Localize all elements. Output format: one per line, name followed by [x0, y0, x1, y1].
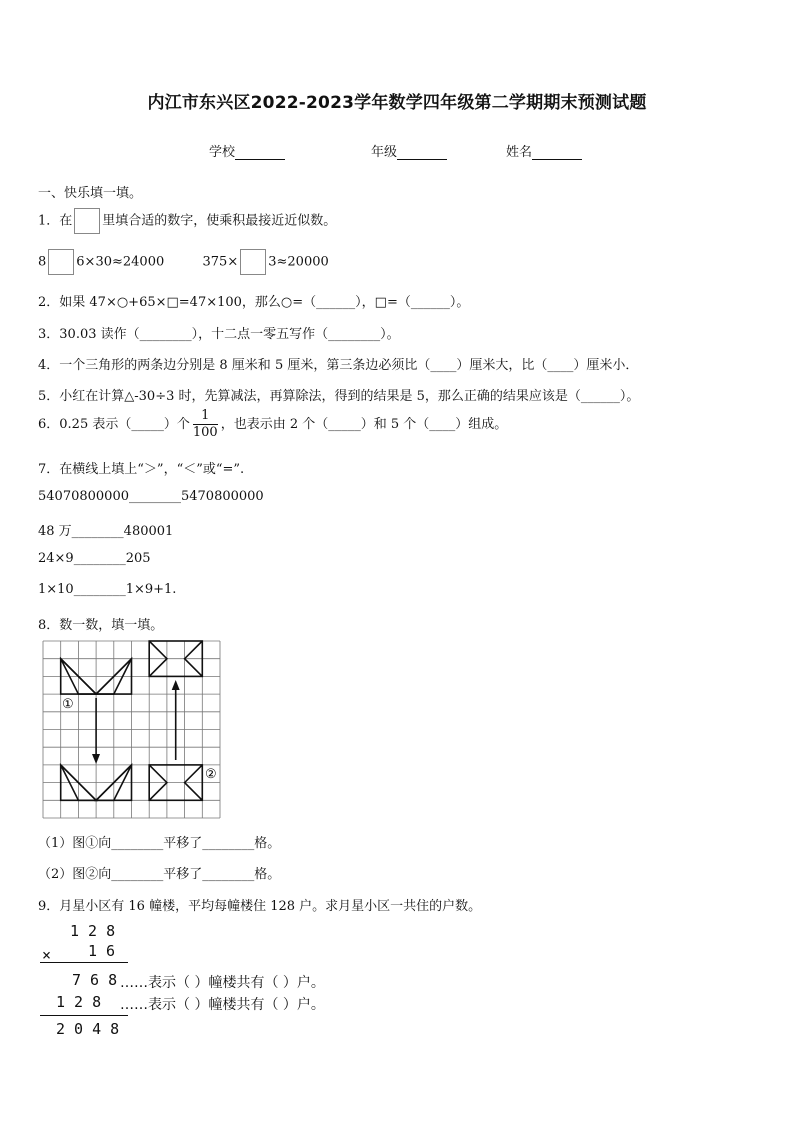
q1a-box[interactable]: [48, 249, 74, 275]
mult-multiplicand: 1 2 8: [70, 922, 116, 940]
q8-sub-1: （1）图①向________平移了________格。: [38, 836, 281, 851]
question-5: 5．小红在计算△-30÷3 时，先算减法，再算除法，得到的结果是 5，那么正确的结果应该是（______）。: [38, 389, 640, 404]
school-field: [209, 141, 285, 160]
q7-row-3: 24×9________205: [38, 551, 151, 566]
q1a-suffix: 6×30≈24000: [76, 254, 165, 270]
mult-rule-2: [40, 1015, 128, 1016]
fraction: [193, 408, 218, 441]
q6-prefix: 6．0.25 表示（_____）个: [38, 417, 190, 432]
question-1: [38, 208, 336, 234]
section-heading: 一、快乐填一填。: [38, 186, 143, 201]
q1-text: 里填合适的数字，使乘积最接近近似数。: [102, 213, 337, 229]
grade-label: 年级: [371, 145, 398, 160]
translation-grid-figure: [42, 640, 222, 820]
question-2: 2．如果 47×○+65×□=47×100，那么○=（______），□=（______）。: [38, 295, 470, 310]
mult-multiplier: 1 6: [88, 942, 116, 960]
grade-field: [371, 141, 447, 160]
mult-note-1: ……表示（ ）幢楼共有（ ）户。: [120, 975, 325, 991]
school-blank[interactable]: [235, 145, 285, 160]
q1a-prefix: 8: [38, 254, 47, 270]
mult-times-sign: ×: [42, 946, 52, 964]
up-arrow: [172, 680, 180, 760]
question-8: 8．数一数，填一填。: [38, 618, 164, 633]
q8-sub-2: （2）图②向________平移了________格。: [38, 867, 281, 882]
q7-row-2: 48 万________480001: [38, 524, 174, 539]
question-9: 9．月星小区有 16 幢楼，平均每幢楼住 128 户。求月星小区一共住的户数。: [38, 899, 482, 914]
school-label: 学校: [209, 145, 236, 160]
name-label: 姓名: [506, 145, 533, 160]
page-title: 内江市东兴区2022-2023学年数学四年级第二学期期末预测试题: [147, 93, 647, 113]
mult-partial-2: 1 2 8: [56, 993, 102, 1011]
question-3: 3．30.03 读作（________），十二点一零五写作（________）。: [38, 327, 400, 342]
question-6: [38, 408, 507, 441]
mult-note-2: ……表示（ ）幢楼共有（ ）户。: [120, 997, 325, 1013]
mult-partial-1: 7 6 8: [72, 971, 118, 989]
q1b-box[interactable]: [240, 249, 266, 275]
q6-suffix: ，也表示由 2 个（_____）和 5 个（____）组成。: [220, 417, 508, 432]
name-field: [506, 141, 582, 160]
question-7: 7．在横线上填上“＞”，“＜”或“=”.: [38, 462, 245, 477]
grade-blank[interactable]: [397, 145, 447, 160]
label-1: ①: [62, 697, 74, 712]
fraction-numerator: 1: [193, 408, 218, 425]
mult-rule-1: [40, 962, 128, 963]
q7-row-1: 54070800000________5470800000: [38, 489, 264, 504]
down-arrow: [92, 698, 100, 764]
label-2: ②: [205, 767, 217, 782]
q1b-prefix: 375×: [202, 254, 239, 270]
question-1-items: [38, 249, 329, 275]
q1-num: 1．在: [38, 213, 73, 229]
q1b-suffix: 3≈20000: [268, 254, 329, 270]
mult-product: 2 0 4 8: [56, 1020, 120, 1038]
answer-box[interactable]: [74, 208, 100, 234]
q7-row-4: 1×10________1×9+1.: [38, 582, 177, 597]
name-blank[interactable]: [532, 145, 582, 160]
question-4: 4．一个三角形的两条边分别是 8 厘米和 5 厘米，第三条边必须比（____）厘米大，比（____）厘米小．: [38, 358, 639, 373]
fraction-denominator: 100: [192, 425, 218, 440]
